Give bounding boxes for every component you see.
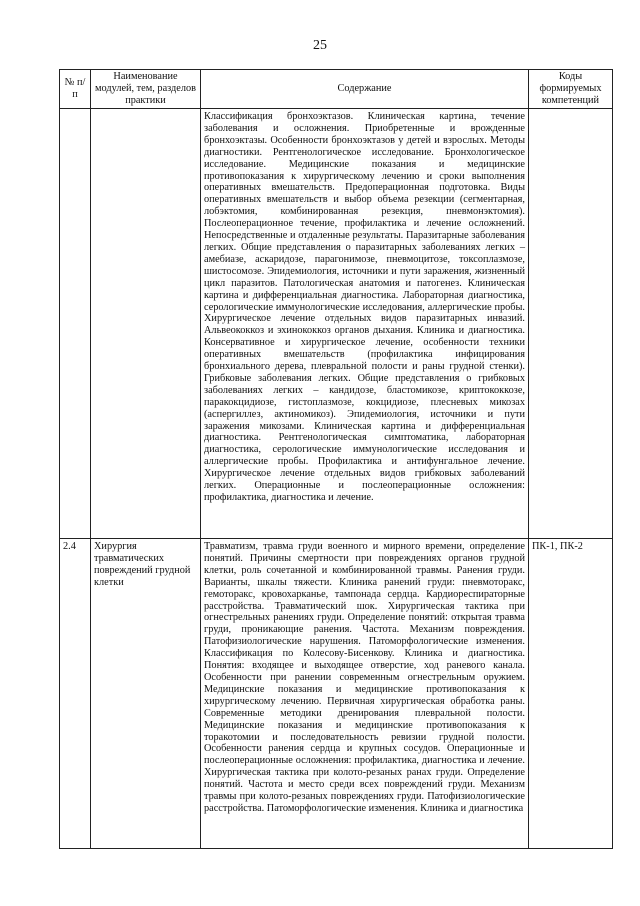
row-number [60,109,91,539]
row-codes: ПК-1, ПК-2 [529,539,613,849]
row-codes [529,109,613,539]
row-content: Травматизм, травма груди военного и мирного времени, определение понятий. Причины смертности при повреждениях органов грудной клетки, роль сочетанной и комбинированной травмы. Ранения груди. Варианты, шкалы тяжести. Клиника ранений груди: пневмоторакс, гемоторакс, кровохарканье, тампонада сердца. Кардиореспираторные расстройства. Травматический шок. Хирургическая тактика при огнестрельных ранениях груди. Определение понятий: открытая травма груди, проникающие ранения. Частота. Механизм повреждения. Патофизиологические нарушения. Патоморфологические изменения. Классификация по Колесову-Бисенкову. Клиника и диагностика. Понятия: входящее и выходящее отверстие, ход раневого канала. Особенности при ранении современным огнестрельным оружием. Медицинские показания и медицинские противопоказания к хирургическому лечению. Первичная хирургическая обработка раны. Современные методики дренирования плевральной полости. Медицинские показания и медицинские противопоказания к торакотомии и последовательность ревизии грудной полости. Особенности ранения сердца и крупных сосудов. Операционные и послеоперационные осложнения: профилактика, диагностика и лечение. Хирургическая тактика при колото-резаных ранах груди. Определение понятий. Частота и место среди всех повреждений груди. Механизм травмы при колото-резаных повреждениях груди. Патофизиологические расстройства. Патоморфологические изменения. Клиника и диагностика [201,539,529,849]
table-row [60,109,613,539]
row-number: 2.4 [60,539,91,849]
row-module: Хирургия травматических повреждений грудной клетки [91,539,201,849]
header-content: Содержание [201,70,529,109]
page-number: 25 [313,38,327,53]
curriculum-table [59,69,613,849]
header-codes: Коды формируемых компетенций [529,70,613,109]
row-module [91,109,201,539]
table-row [60,539,613,849]
row-content: Классификация бронхоэктазов. Клиническая картина, течение заболевания и осложнения. Приобретенные и врожденные бронхоэктазы. Особенности бронхоэктазов у детей и взрослых. Методы диагностики. Рентгенологическое исследование. Бронхологическое исследование. Медицинские показания и медицинские противопоказания к хирургическому лечению и сроки выполнения оперативных вмешательств. Предоперационная подготовка. Виды оперативных вмешательств и выбор объема резекции (сегментарная, лобэктомия, комбинированная резекция, пневмонэктомия). Послеоперационное течение, профилактика и лечение осложнений. Непосредственные и отдаленные результаты. Паразитарные заболевания легких. Общие представления о паразитарных заболеваниях легких – амебиазе, аскаридозе, парагонимозе, пневмоцитозе, токсоплазмозе, шистосомозе. Эпидемиология, источники и пути заражения, жизненный цикл паразитов. Патологическая анатомия и патогенез. Клиническая картина и дифференциальная диагностика. Лабораторная диагностика, серологические иммунологические исследования, аллергические пробы. Хирургическое лечение отдельных видов паразитарных инвазий. Альвеококкоз и эхинококкоз органов дыхания. Клиника и диагностика. Консервативное и хирургическое лечение, особенности техники оперативных вмешательств (профилактика инфицирования бронхиального дерева, плевральной полости и раны грудной стенки). Грибковые заболевания легких. Общие представления о грибковых заболеваниях легких – кандидозе, бластомикозе, криптококкозе, паракокцидиозе, гистоплазмозе, кокцидиозе, плесневых микозах (аспергиллез, актиномикоз). Эпидемиология, источники и пути заражения микозами. Клиническая картина и дифференциальная диагностика. Рентгенологическая симптоматика, лабораторная диагностика, серологические иммунологические исследования и аллергические пробы. Профилактика и антифунгальное лечение. Хирургическое лечение отдельных видов грибковых заболеваний легких. Операционные и послеоперационные осложнения: профилактика, диагностика и лечение. [201,109,529,539]
header-module: Наименование модулей, тем, разделов практики [91,70,201,109]
header-number: № п/п [60,70,91,109]
table-header-row [60,70,613,109]
